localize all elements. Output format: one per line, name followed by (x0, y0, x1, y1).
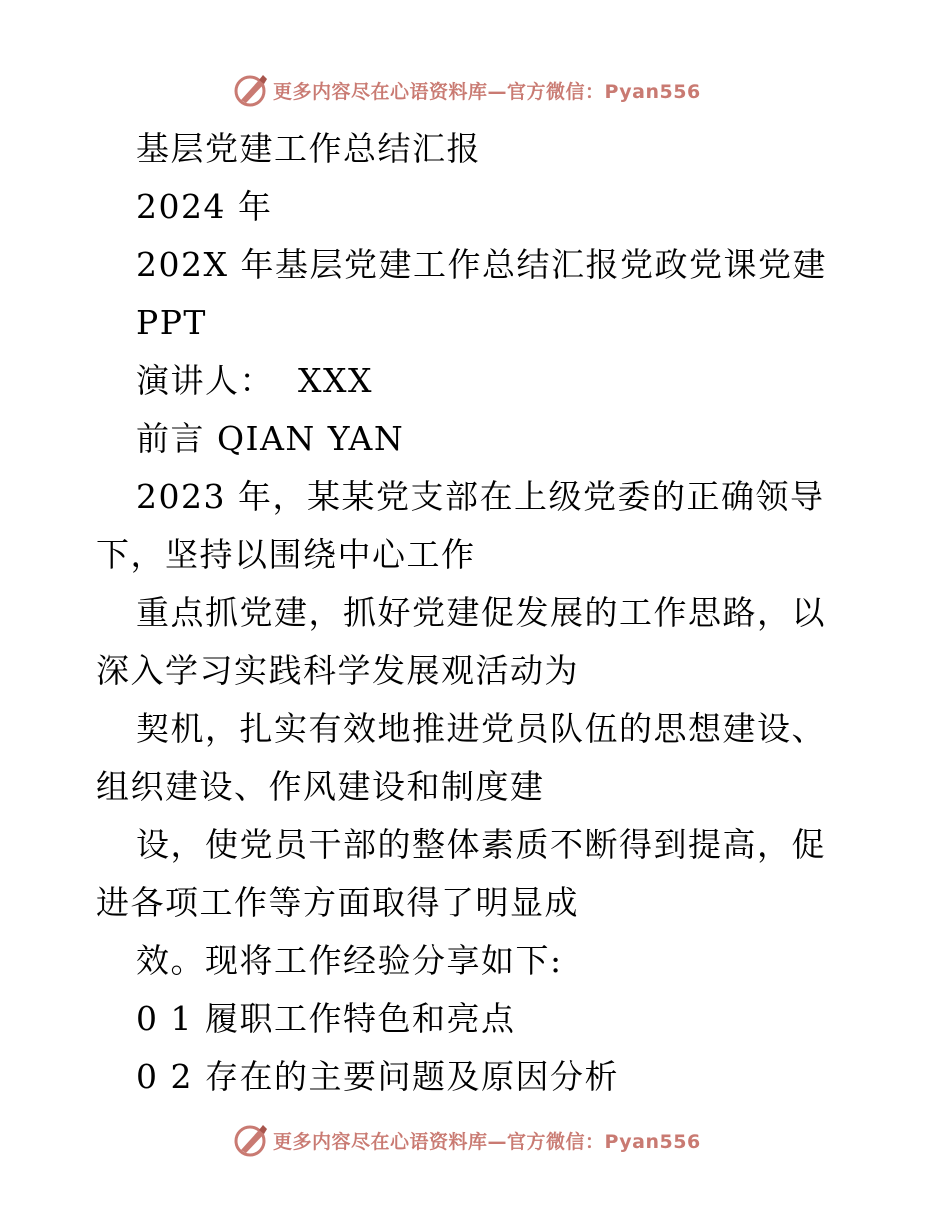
doc-paragraph: 设，使党员干部的整体素质不断得到提高，促进各项工作等方面取得了明显成 (96, 825, 826, 922)
doc-year: 2024 年 (136, 187, 273, 226)
watermark-footer (233, 1122, 701, 1158)
doc-paragraph: 契机，扎实有效地推进党员队伍的思想建设、组织建设、作风建设和制度建 (96, 709, 826, 806)
document-body (96, 120, 856, 1106)
watermark-header (233, 72, 701, 108)
watermark-text: 更多内容尽在心语资料库—官方微信：Pyan556 (273, 80, 701, 103)
pen-logo-icon (233, 1122, 269, 1158)
doc-title: 基层党建工作总结汇报 (136, 129, 481, 168)
doc-list-item: 0 1 履职工作特色和亮点 (136, 999, 516, 1038)
doc-preface-heading: 前言 QIAN YAN (136, 419, 405, 458)
doc-subtitle: 202X 年基层党建工作总结汇报党政党课党建 (136, 245, 827, 284)
doc-paragraph: 效。现将工作经验分享如下: (136, 941, 563, 980)
doc-speaker: 演讲人： XXX (136, 361, 373, 400)
doc-paragraph: 2023 年，某某党支部在上级党委的正确领导下，坚持以围绕中心工作 (96, 477, 825, 574)
watermark-text: 更多内容尽在心语资料库—官方微信：Pyan556 (273, 1130, 701, 1153)
doc-paragraph: 重点抓党建，抓好党建促发展的工作思路，以深入学习实践科学发展观活动为 (96, 593, 826, 690)
doc-subtitle-ppt: PPT (136, 303, 207, 342)
pen-logo-icon (233, 72, 269, 108)
doc-list-item: 0 2 存在的主要问题及原因分析 (136, 1057, 619, 1096)
